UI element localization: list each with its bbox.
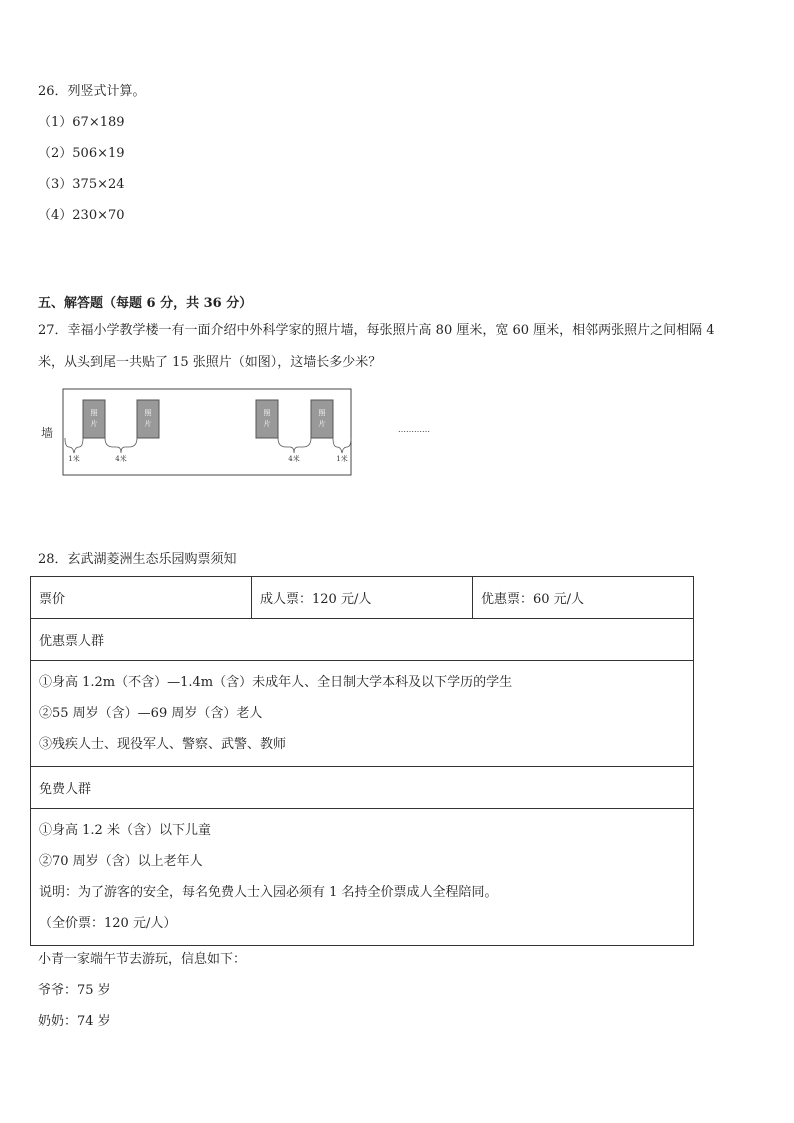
discount-group-row — [31, 619, 694, 661]
q26-item-4: （4）230×70 — [38, 208, 125, 223]
q28-title: 28．玄武湖菱洲生态乐园购票须知 — [38, 552, 237, 567]
discount-items-cell — [31, 661, 694, 767]
adult-price: 成人票：120 元/人 — [252, 577, 473, 619]
discount-price: 优惠票：60 元/人 — [473, 577, 694, 619]
price-label: 票价 — [31, 577, 252, 619]
discount-group-title: 优惠票人群 — [31, 619, 694, 661]
free-item-1: ①身高 1.2 米（含）以下儿童 — [39, 823, 211, 838]
discount-items-row — [31, 661, 694, 767]
q26-title: 26．列竖式计算。 — [38, 84, 146, 99]
svg-text:片: 片 — [263, 420, 271, 428]
photo-3 — [256, 400, 278, 438]
ticket-info-table — [30, 576, 694, 946]
wall-label: 墙 — [41, 426, 54, 440]
continuation-ellipsis: ………… — [398, 425, 430, 434]
gap-right-edge-label: 1米 — [336, 455, 348, 463]
free-items-row — [31, 809, 694, 946]
gap-right-label: 4米 — [288, 455, 300, 463]
brace-left-edge — [65, 438, 83, 453]
wall-frame — [63, 389, 351, 475]
svg-text:照: 照 — [318, 409, 326, 417]
svg-text:照: 照 — [144, 409, 152, 417]
discount-item-3: ③残疾人士、现役军人、警察、武警、教师 — [39, 737, 287, 752]
grandpa-age: 爷爷：75 岁 — [38, 983, 111, 998]
q27-text-line1: 27．幸福小学教学楼一有一面介绍中外科学家的照片墙，每张照片高 80 厘米，宽 60 厘米，相邻两张照片之间相隔 4 — [38, 323, 715, 338]
svg-text:片: 片 — [144, 420, 152, 428]
free-items-cell — [31, 809, 694, 946]
free-group-row — [31, 767, 694, 809]
svg-text:片: 片 — [90, 420, 98, 428]
free-group-title: 免费人群 — [31, 767, 694, 809]
brace-left-gap — [105, 438, 137, 453]
brace-right-gap — [278, 438, 311, 453]
q26-item-1: （1）67×189 — [38, 115, 125, 130]
svg-text:照: 照 — [263, 409, 271, 417]
photo-wall-diagram — [38, 385, 438, 480]
gap-left-edge-label: 1米 — [68, 455, 80, 463]
svg-text:照: 照 — [90, 409, 98, 417]
free-note: 说明：为了游客的安全，每名免费人士入园必须有 1 名持全价票成人全程陪同。 — [39, 885, 498, 900]
photo-2 — [137, 400, 159, 438]
discount-item-1: ①身高 1.2m（不含）—1.4m（含）未成年人、全日制大学本科及以下学历的学生 — [39, 675, 513, 690]
photo-4 — [311, 400, 333, 438]
grandma-age: 奶奶：74 岁 — [38, 1014, 111, 1029]
q26-item-3: （3）375×24 — [38, 177, 125, 192]
price-row — [31, 577, 694, 619]
full-price-note: （全价票：120 元/人） — [39, 916, 177, 931]
brace-right-edge — [333, 438, 351, 453]
svg-text:片: 片 — [318, 420, 326, 428]
q26-item-2: （2）506×19 — [38, 146, 125, 161]
gap-left-label: 4米 — [115, 455, 127, 463]
section-title: 五、解答题（每题 6 分，共 36 分） — [38, 296, 253, 311]
family-intro: 小青一家端午节去游玩，信息如下： — [38, 952, 247, 967]
photo-1 — [83, 400, 105, 438]
q27-text-line2: 米，从头到尾一共贴了 15 张照片（如图），这墙长多少米？ — [38, 355, 382, 370]
discount-item-2: ②55 周岁（含）—69 周岁（含）老人 — [39, 706, 263, 721]
free-item-2: ②70 周岁（含）以上老年人 — [39, 854, 203, 869]
